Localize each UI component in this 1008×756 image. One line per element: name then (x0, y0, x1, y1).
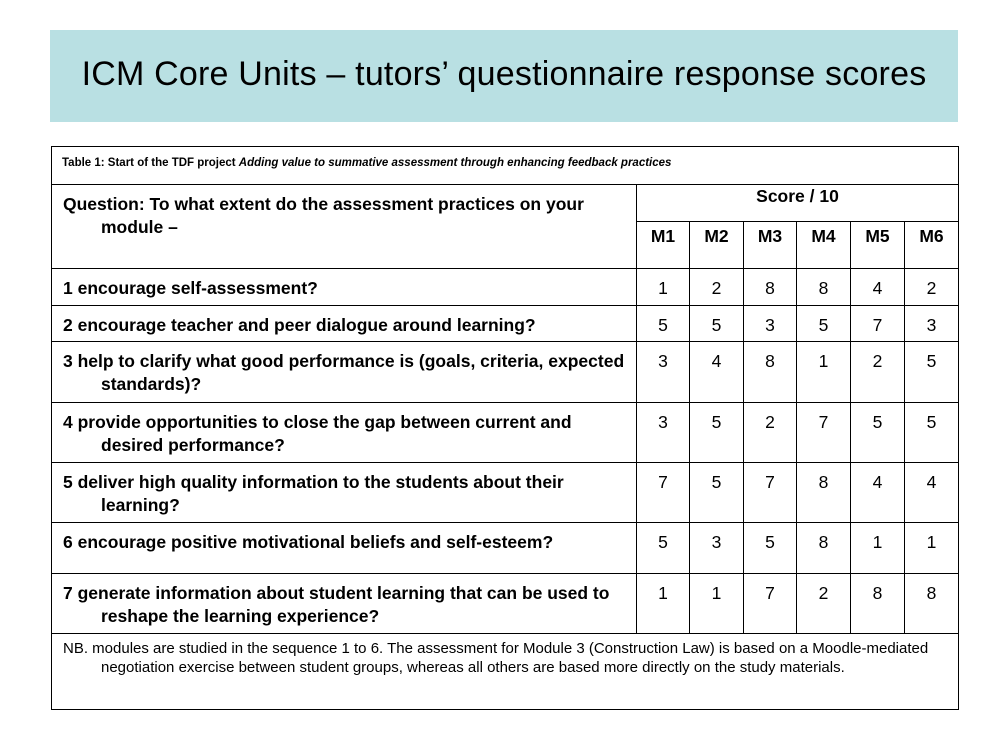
score-cell-m4: 8 (797, 523, 851, 574)
score-cell-m2: 3 (690, 523, 744, 574)
score-cell-m1: 7 (637, 463, 690, 523)
score-cell-m1: 5 (637, 306, 690, 342)
score-cell-m6: 5 (905, 403, 959, 463)
score-cell-m2: 5 (690, 403, 744, 463)
score-cell-m4: 7 (797, 403, 851, 463)
score-cell-m4: 1 (797, 342, 851, 403)
question-header-text: Question: To what extent do the assessment practices on your module – (63, 194, 584, 237)
table-body (52, 269, 959, 634)
score-cell-m3: 2 (744, 403, 797, 463)
score-cell-m6: 3 (905, 306, 959, 342)
table-row (52, 269, 959, 306)
table-row (52, 523, 959, 574)
question-text: 1 encourage self-assessment? (63, 278, 318, 298)
score-cell-m4: 8 (797, 463, 851, 523)
caption-project-title: Adding value to summative assessment through enhancing feedback practices (238, 157, 672, 169)
question-text: 5 deliver high quality information to the students about their learning? (63, 472, 564, 515)
question-text: 4 provide opportunities to close the gap between current and desired performance? (63, 412, 572, 455)
table-row (52, 306, 959, 342)
score-cell-m6: 1 (905, 523, 959, 574)
question-text: 7 generate information about student learning that can be used to reshape the learning experience? (63, 583, 610, 626)
score-cell-m1: 1 (637, 574, 690, 634)
score-cell-m1: 1 (637, 269, 690, 306)
header-row (52, 185, 959, 222)
score-cell-m6: 2 (905, 269, 959, 306)
score-cell-m5: 5 (851, 403, 905, 463)
score-cell-m6: 5 (905, 342, 959, 403)
caption-row (52, 147, 959, 185)
table-row (52, 463, 959, 523)
score-cell-m3: 7 (744, 463, 797, 523)
score-cell-m3: 8 (744, 342, 797, 403)
question-text: 2 encourage teacher and peer dialogue around learning? (63, 315, 536, 335)
score-cell-m1: 5 (637, 523, 690, 574)
score-cell-m2: 5 (690, 463, 744, 523)
score-cell-m4: 5 (797, 306, 851, 342)
score-cell-m5: 1 (851, 523, 905, 574)
score-cell-m5: 4 (851, 269, 905, 306)
question-column-header (52, 185, 637, 269)
table-note (52, 634, 959, 710)
score-cell-m3: 7 (744, 574, 797, 634)
score-column-header: Score / 10 (637, 185, 959, 222)
table-caption (52, 147, 959, 185)
score-cell-m5: 2 (851, 342, 905, 403)
score-cell-m6: 4 (905, 463, 959, 523)
question-cell (52, 574, 637, 634)
score-cell-m3: 5 (744, 523, 797, 574)
caption-prefix: Table 1: Start of the TDF project (62, 157, 239, 169)
score-cell-m6: 8 (905, 574, 959, 634)
module-header-m1: M1 (637, 222, 690, 269)
score-cell-m4: 8 (797, 269, 851, 306)
table-row (52, 342, 959, 403)
question-cell (52, 269, 637, 306)
score-cell-m4: 2 (797, 574, 851, 634)
module-header-m5: M5 (851, 222, 905, 269)
question-cell (52, 463, 637, 523)
table-row (52, 574, 959, 634)
score-cell-m2: 1 (690, 574, 744, 634)
score-cell-m5: 4 (851, 463, 905, 523)
scores-table (51, 146, 959, 710)
module-header-m6: M6 (905, 222, 959, 269)
table-row (52, 403, 959, 463)
title-banner (50, 30, 958, 122)
score-cell-m3: 3 (744, 306, 797, 342)
score-cell-m1: 3 (637, 342, 690, 403)
note-row (52, 634, 959, 710)
module-header-m3: M3 (744, 222, 797, 269)
question-cell (52, 306, 637, 342)
score-cell-m2: 5 (690, 306, 744, 342)
score-cell-m3: 8 (744, 269, 797, 306)
question-cell (52, 523, 637, 574)
question-cell (52, 342, 637, 403)
question-text: 3 help to clarify what good performance is (goals, criteria, expected standards)? (63, 351, 625, 394)
score-cell-m5: 7 (851, 306, 905, 342)
module-header-m4: M4 (797, 222, 851, 269)
score-cell-m2: 2 (690, 269, 744, 306)
score-cell-m2: 4 (690, 342, 744, 403)
question-cell (52, 403, 637, 463)
score-cell-m5: 8 (851, 574, 905, 634)
score-cell-m1: 3 (637, 403, 690, 463)
slide-title: ICM Core Units – tutors’ questionnaire response scores (81, 54, 927, 93)
question-text: 6 encourage positive motivational beliefs and self-esteem? (63, 532, 554, 552)
module-header-m2: M2 (690, 222, 744, 269)
note-text: NB. modules are studied in the sequence 1 to 6. The assessment for Module 3 (Construction Law) is based on a Moodle-mediated negotiation exercise between student groups, whereas all others are based more directly on the study materials. (63, 640, 929, 676)
